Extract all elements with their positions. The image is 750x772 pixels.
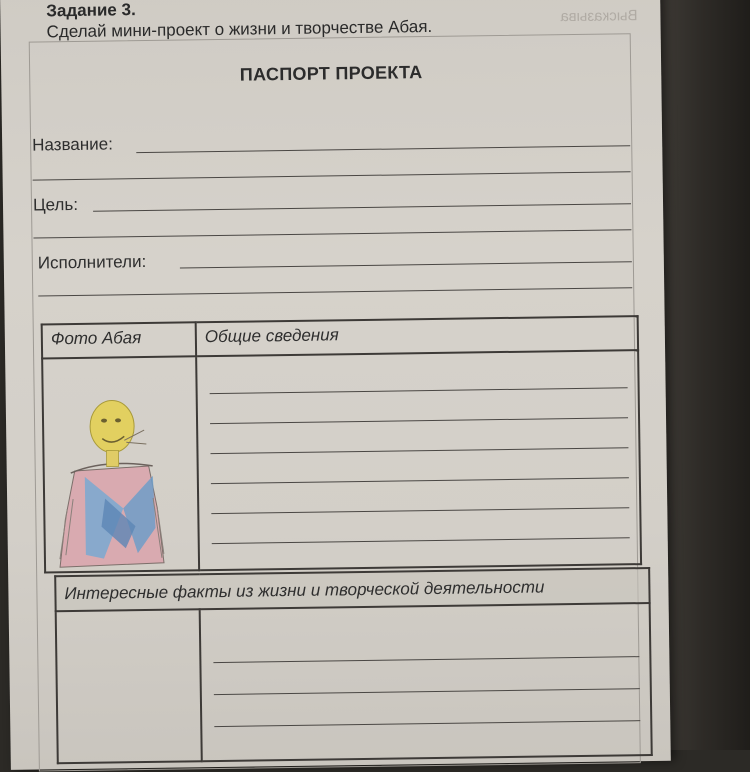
task-instruction: Сделай мини-проект о жизни и творчестве Абая. xyxy=(46,16,433,42)
facts-table xyxy=(54,567,653,764)
task-number: Задание 3. xyxy=(46,0,136,21)
name-label: Название: xyxy=(32,134,113,155)
portrait-drawing xyxy=(43,358,182,572)
general-info-cell[interactable] xyxy=(196,350,641,570)
info-write-line[interactable] xyxy=(212,537,630,544)
info-write-line[interactable] xyxy=(211,477,629,484)
performers-label: Исполнители: xyxy=(37,251,147,273)
show-through-text: Высказыва xyxy=(560,7,638,26)
info-write-line[interactable] xyxy=(210,447,628,454)
facts-left-cell[interactable] xyxy=(56,609,202,763)
info-table xyxy=(41,315,642,573)
facts-write-line[interactable] xyxy=(214,688,640,695)
facts-write-line[interactable] xyxy=(214,720,640,727)
drawing-head xyxy=(90,400,135,453)
info-write-line[interactable] xyxy=(211,507,629,514)
goal-label: Цель: xyxy=(32,194,79,215)
photo-cell[interactable] xyxy=(42,356,199,572)
facts-header: Интересные факты из жизни и творческой деятельности xyxy=(55,568,649,611)
info-write-line[interactable] xyxy=(210,387,628,394)
facts-right-cell[interactable] xyxy=(200,603,652,761)
facts-write-line[interactable] xyxy=(213,656,639,663)
passport-title: ПАСПОРТ ПРОЕКТА xyxy=(239,62,423,85)
photo-header: Фото Абая xyxy=(42,322,196,358)
general-info-header: Общие сведения xyxy=(196,316,638,356)
info-write-line[interactable] xyxy=(210,417,628,424)
